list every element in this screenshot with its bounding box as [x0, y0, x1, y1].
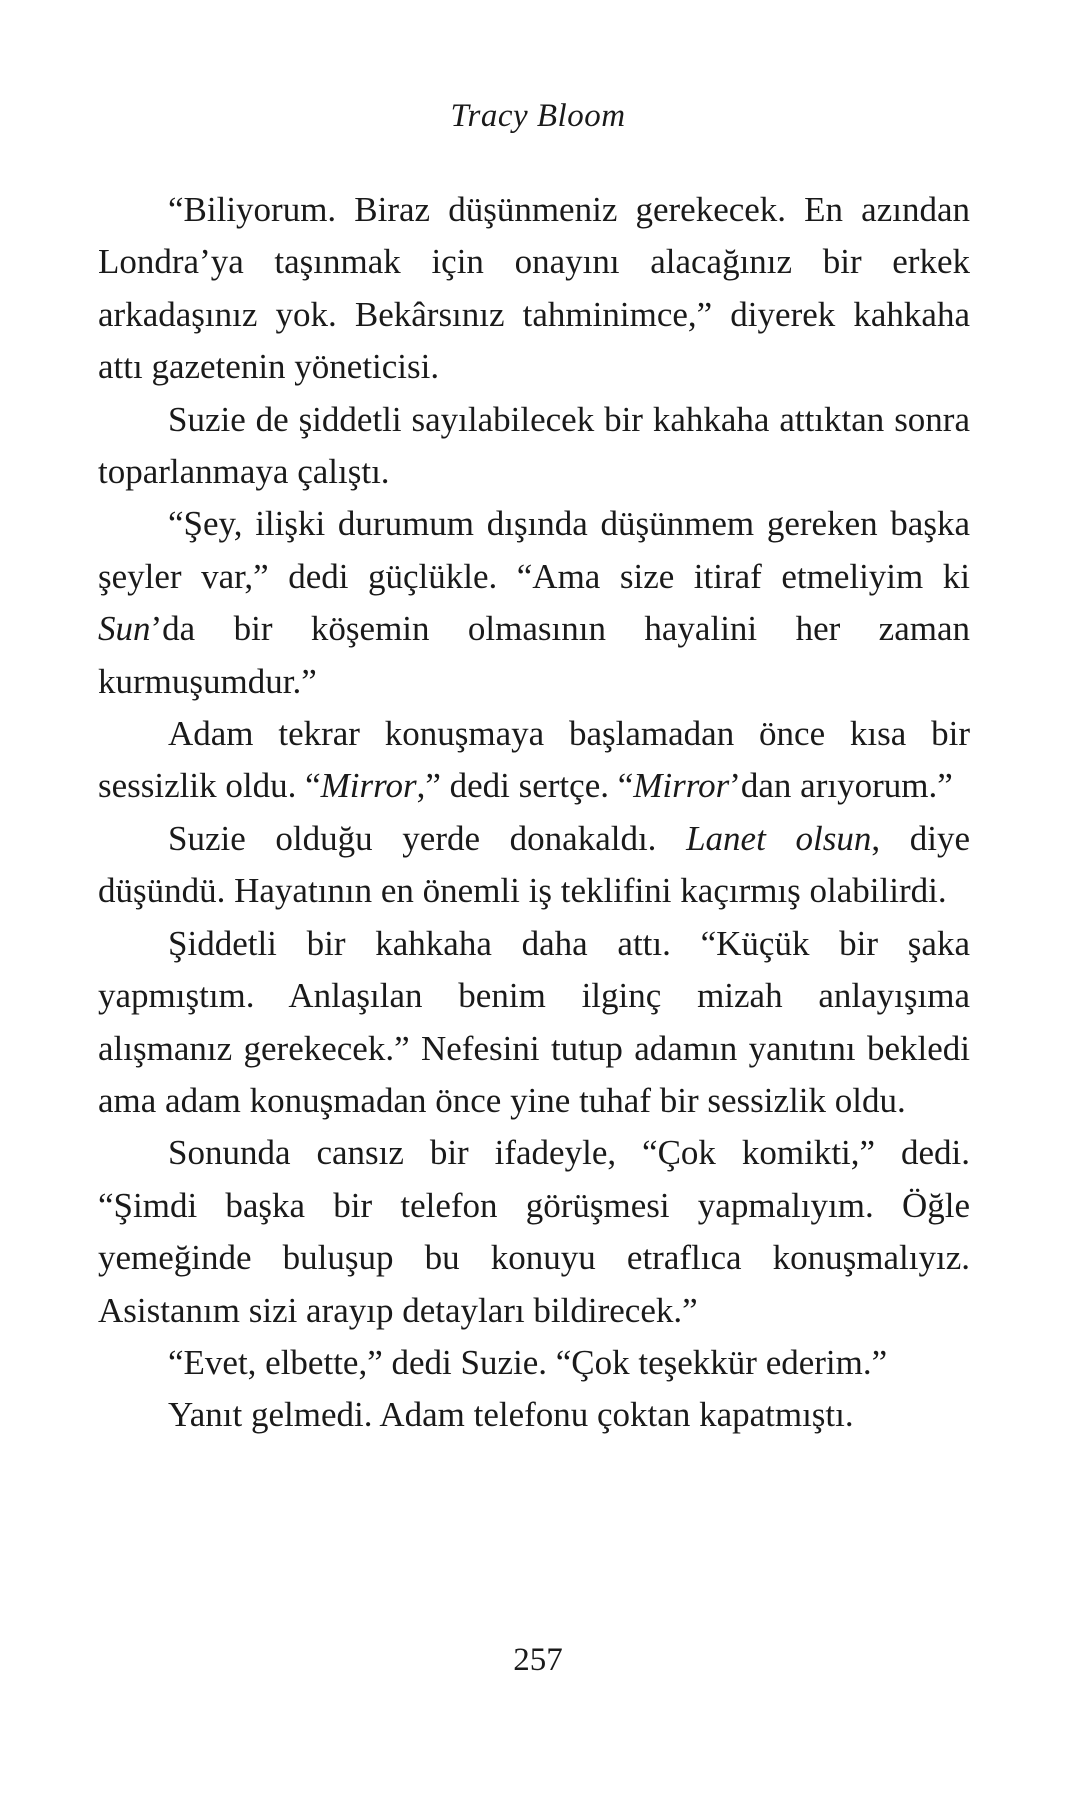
text-run: ’dan arıyorum.”: [729, 766, 953, 806]
running-head: Tracy Bloom: [450, 98, 626, 134]
text-run: “Şey, ilişki durumum dışında düşünmem gereken başka şeyler var,” dedi güçlükle. “Ama size itiraf etmeliyim ki: [98, 504, 970, 596]
text-run: Suzie olduğu yerde donakaldı.: [168, 818, 687, 858]
text-run: Suzie de şiddetli sayılabilecek bir kahkaha attıktan sonra toparlanmaya çalıştı.: [98, 399, 970, 492]
paragraph: [98, 1337, 970, 1389]
paragraph: [98, 1389, 970, 1441]
text-run: Şiddetli bir kahkaha daha attı. “Küçük bir şaka yapmıştım. Anlaşılan benim ilginç mizah anlayışıma alışmanız gerekecek.” Nefesini tutup adamın yanıtını bekledi ama adam konuşmadan önce yine tuhaf bir sessizlik oldu.: [98, 923, 970, 1120]
paragraph: [98, 498, 970, 708]
text-run: “Biliyorum. Biraz düşünmeniz gerekecek. En azından Londra’ya taşınmak için onayını alacağınız bir erkek arkadaşınız yok. Bekârsınız tahminimce,” diyerek kahkaha attı gazetenin yöneticisi.: [98, 190, 970, 387]
text-run: ,” dedi sertçe. “: [416, 766, 634, 806]
paragraph: [98, 1127, 970, 1337]
text-run: “Evet, elbette,” dedi Suzie. “Çok teşekkür ederim.”: [168, 1342, 888, 1382]
italic-run: Lanet olsun: [686, 818, 872, 858]
text-run: ’da bir köşemin olmasının hayalini her zaman kurmuşumdur.”: [98, 609, 970, 701]
body-text: [98, 184, 970, 1442]
italic-run: Mirror: [633, 766, 730, 806]
page-number: 257: [513, 1642, 563, 1678]
italic-run: Mirror: [320, 766, 417, 806]
italic-run: Sun: [98, 609, 151, 649]
text-run: , diye düşündü. Hayatının en önemli iş teklifini kaçırmış olabilirdi.: [98, 818, 970, 911]
paragraph: [98, 184, 970, 394]
paragraph: [98, 918, 970, 1128]
text-run: Yanıt gelmedi. Adam telefonu çoktan kapatmıştı.: [168, 1395, 854, 1435]
paragraph: [98, 394, 970, 499]
text-run: Sonunda cansız bir ifadeyle, “Çok komikti,” dedi. “Şimdi başka bir telefon görüşmesi yapmalıyım. Öğle yemeğinde buluşup bu konuyu etraflıca konuşmalıyız. Asistanım sizi arayıp detayları bildirecek.”: [98, 1133, 970, 1330]
paragraph: [98, 708, 970, 813]
paragraph: [98, 813, 970, 918]
text-run: Adam tekrar konuşmaya başlamadan önce kısa bir sessizlik oldu. “: [98, 714, 970, 806]
